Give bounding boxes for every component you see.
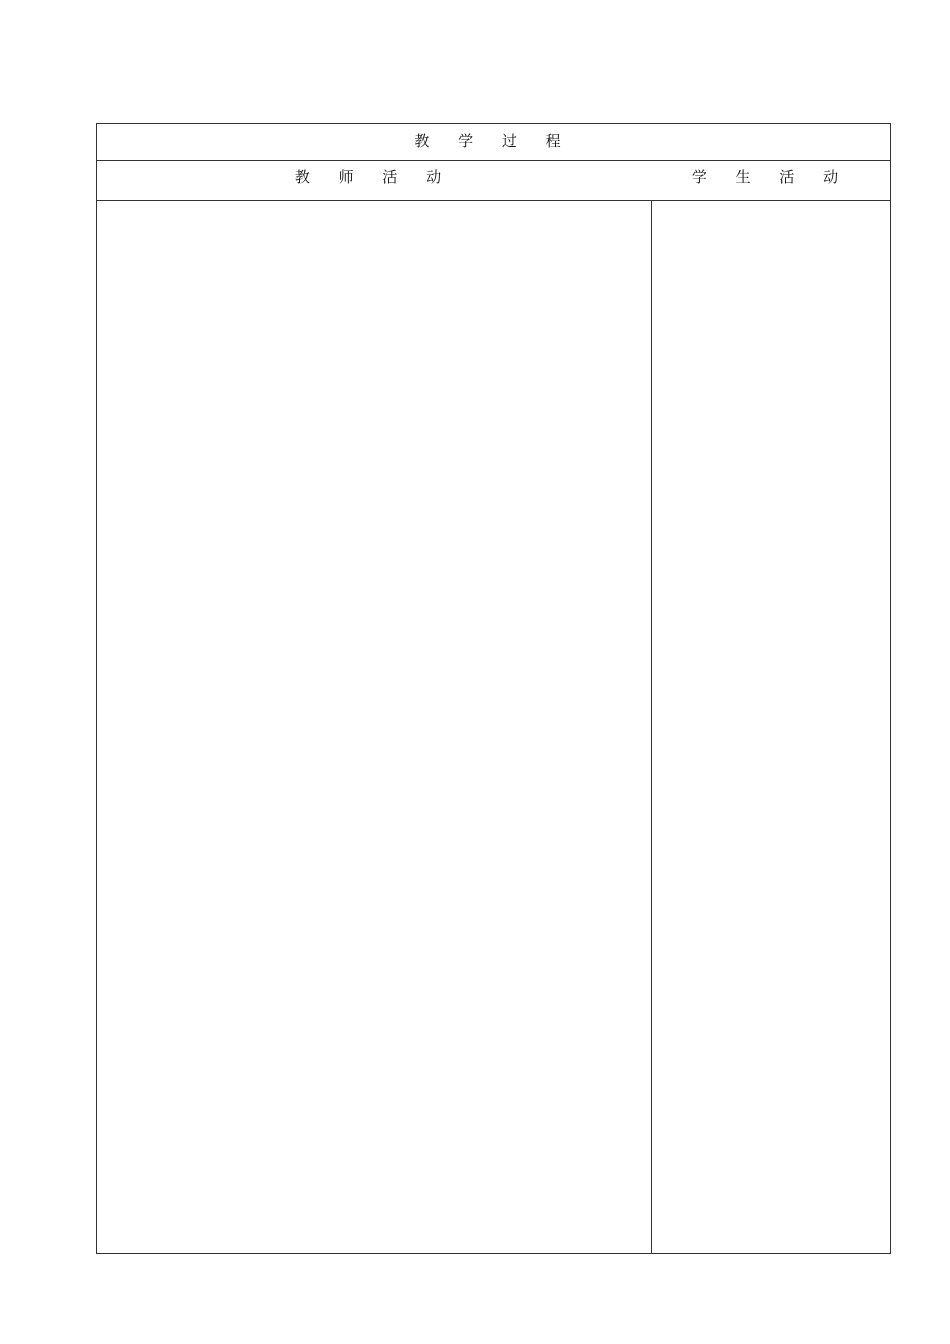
column-divider bbox=[651, 200, 652, 1253]
header-row-divider bbox=[97, 200, 890, 201]
table-title: 教 学 过 程 bbox=[414, 132, 573, 150]
teacher-column-header: 教 师 活 动 bbox=[294, 168, 454, 186]
title-row-divider bbox=[97, 160, 890, 161]
lesson-process-table bbox=[96, 123, 891, 1254]
student-column-header: 学 生 活 动 bbox=[691, 168, 851, 186]
